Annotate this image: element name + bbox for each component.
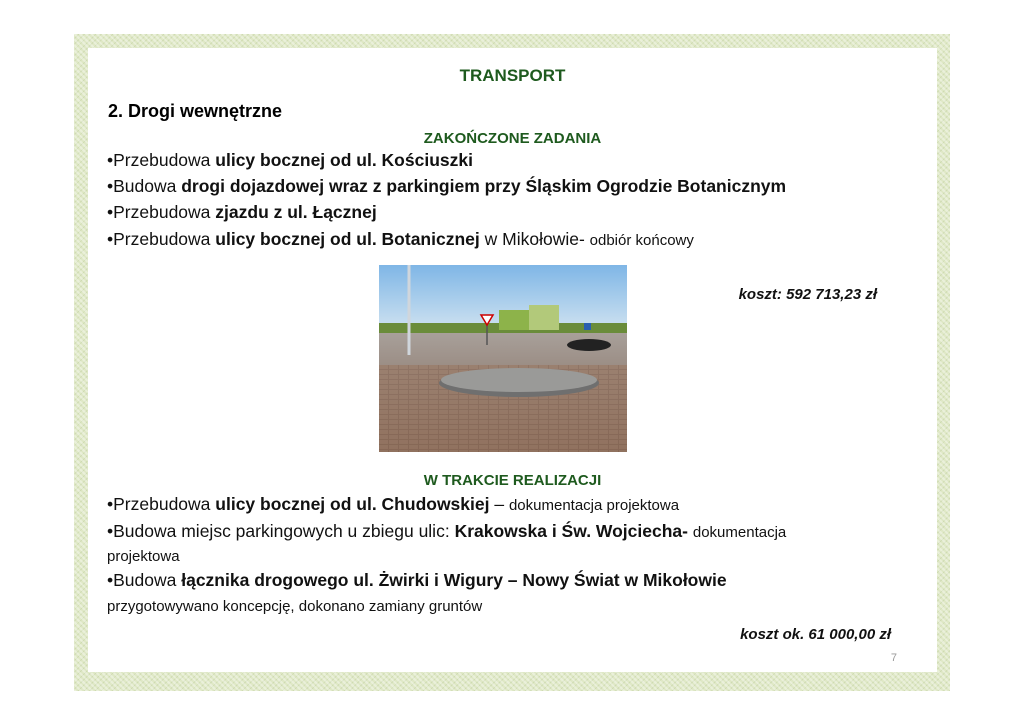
inprogress-heading: W TRAKCIE REALIZACJI <box>423 472 602 489</box>
completed-item-1: •Przebudowa ulicy bocznej od ul. Kościuszki <box>107 150 473 170</box>
section-heading: 2. Drogi wewnętrzne <box>108 101 283 121</box>
completed-item-3: •Przebudowa zjazdu z ul. Łącznej <box>107 202 377 222</box>
inprogress-cost: koszt ok. 61 000,00 zł <box>740 626 891 643</box>
photo-roundabout-parking <box>379 265 627 452</box>
completed-item-4: •Przebudowa ulicy bocznej od ul. Botanicznej w Mikołowie- odbiór końcowy <box>107 229 694 249</box>
inprogress-item-3-continuation: przygotowywano koncepcję, dokonano zamiany gruntów <box>107 598 483 615</box>
inprogress-item-3: •Budowa łącznika drogowego ul. Żwirki i Wigury – Nowy Świat w Mikołowie <box>107 570 727 590</box>
inprogress-item-1: •Przebudowa ulicy bocznej od ul. Chudowskiej – dokumentacja projektowa <box>107 494 680 514</box>
completed-heading: ZAKOŃCZONE ZADANIA <box>423 130 602 147</box>
slide <box>88 48 937 672</box>
page-number: 7 <box>890 652 897 664</box>
completed-item-2: •Budowa drogi dojazdowej wraz z parkingiem przy Śląskim Ogrodzie Botanicznym <box>107 176 787 196</box>
slide-title: TRANSPORT <box>459 66 566 85</box>
completed-cost: koszt: 592 713,23 zł <box>738 286 877 303</box>
inprogress-item-2: •Budowa miejsc parkingowych u zbiegu ulic: Krakowska i Św. Wojciecha- dokumentacja <box>107 521 787 541</box>
inprogress-item-2-continuation: projektowa <box>107 548 180 565</box>
